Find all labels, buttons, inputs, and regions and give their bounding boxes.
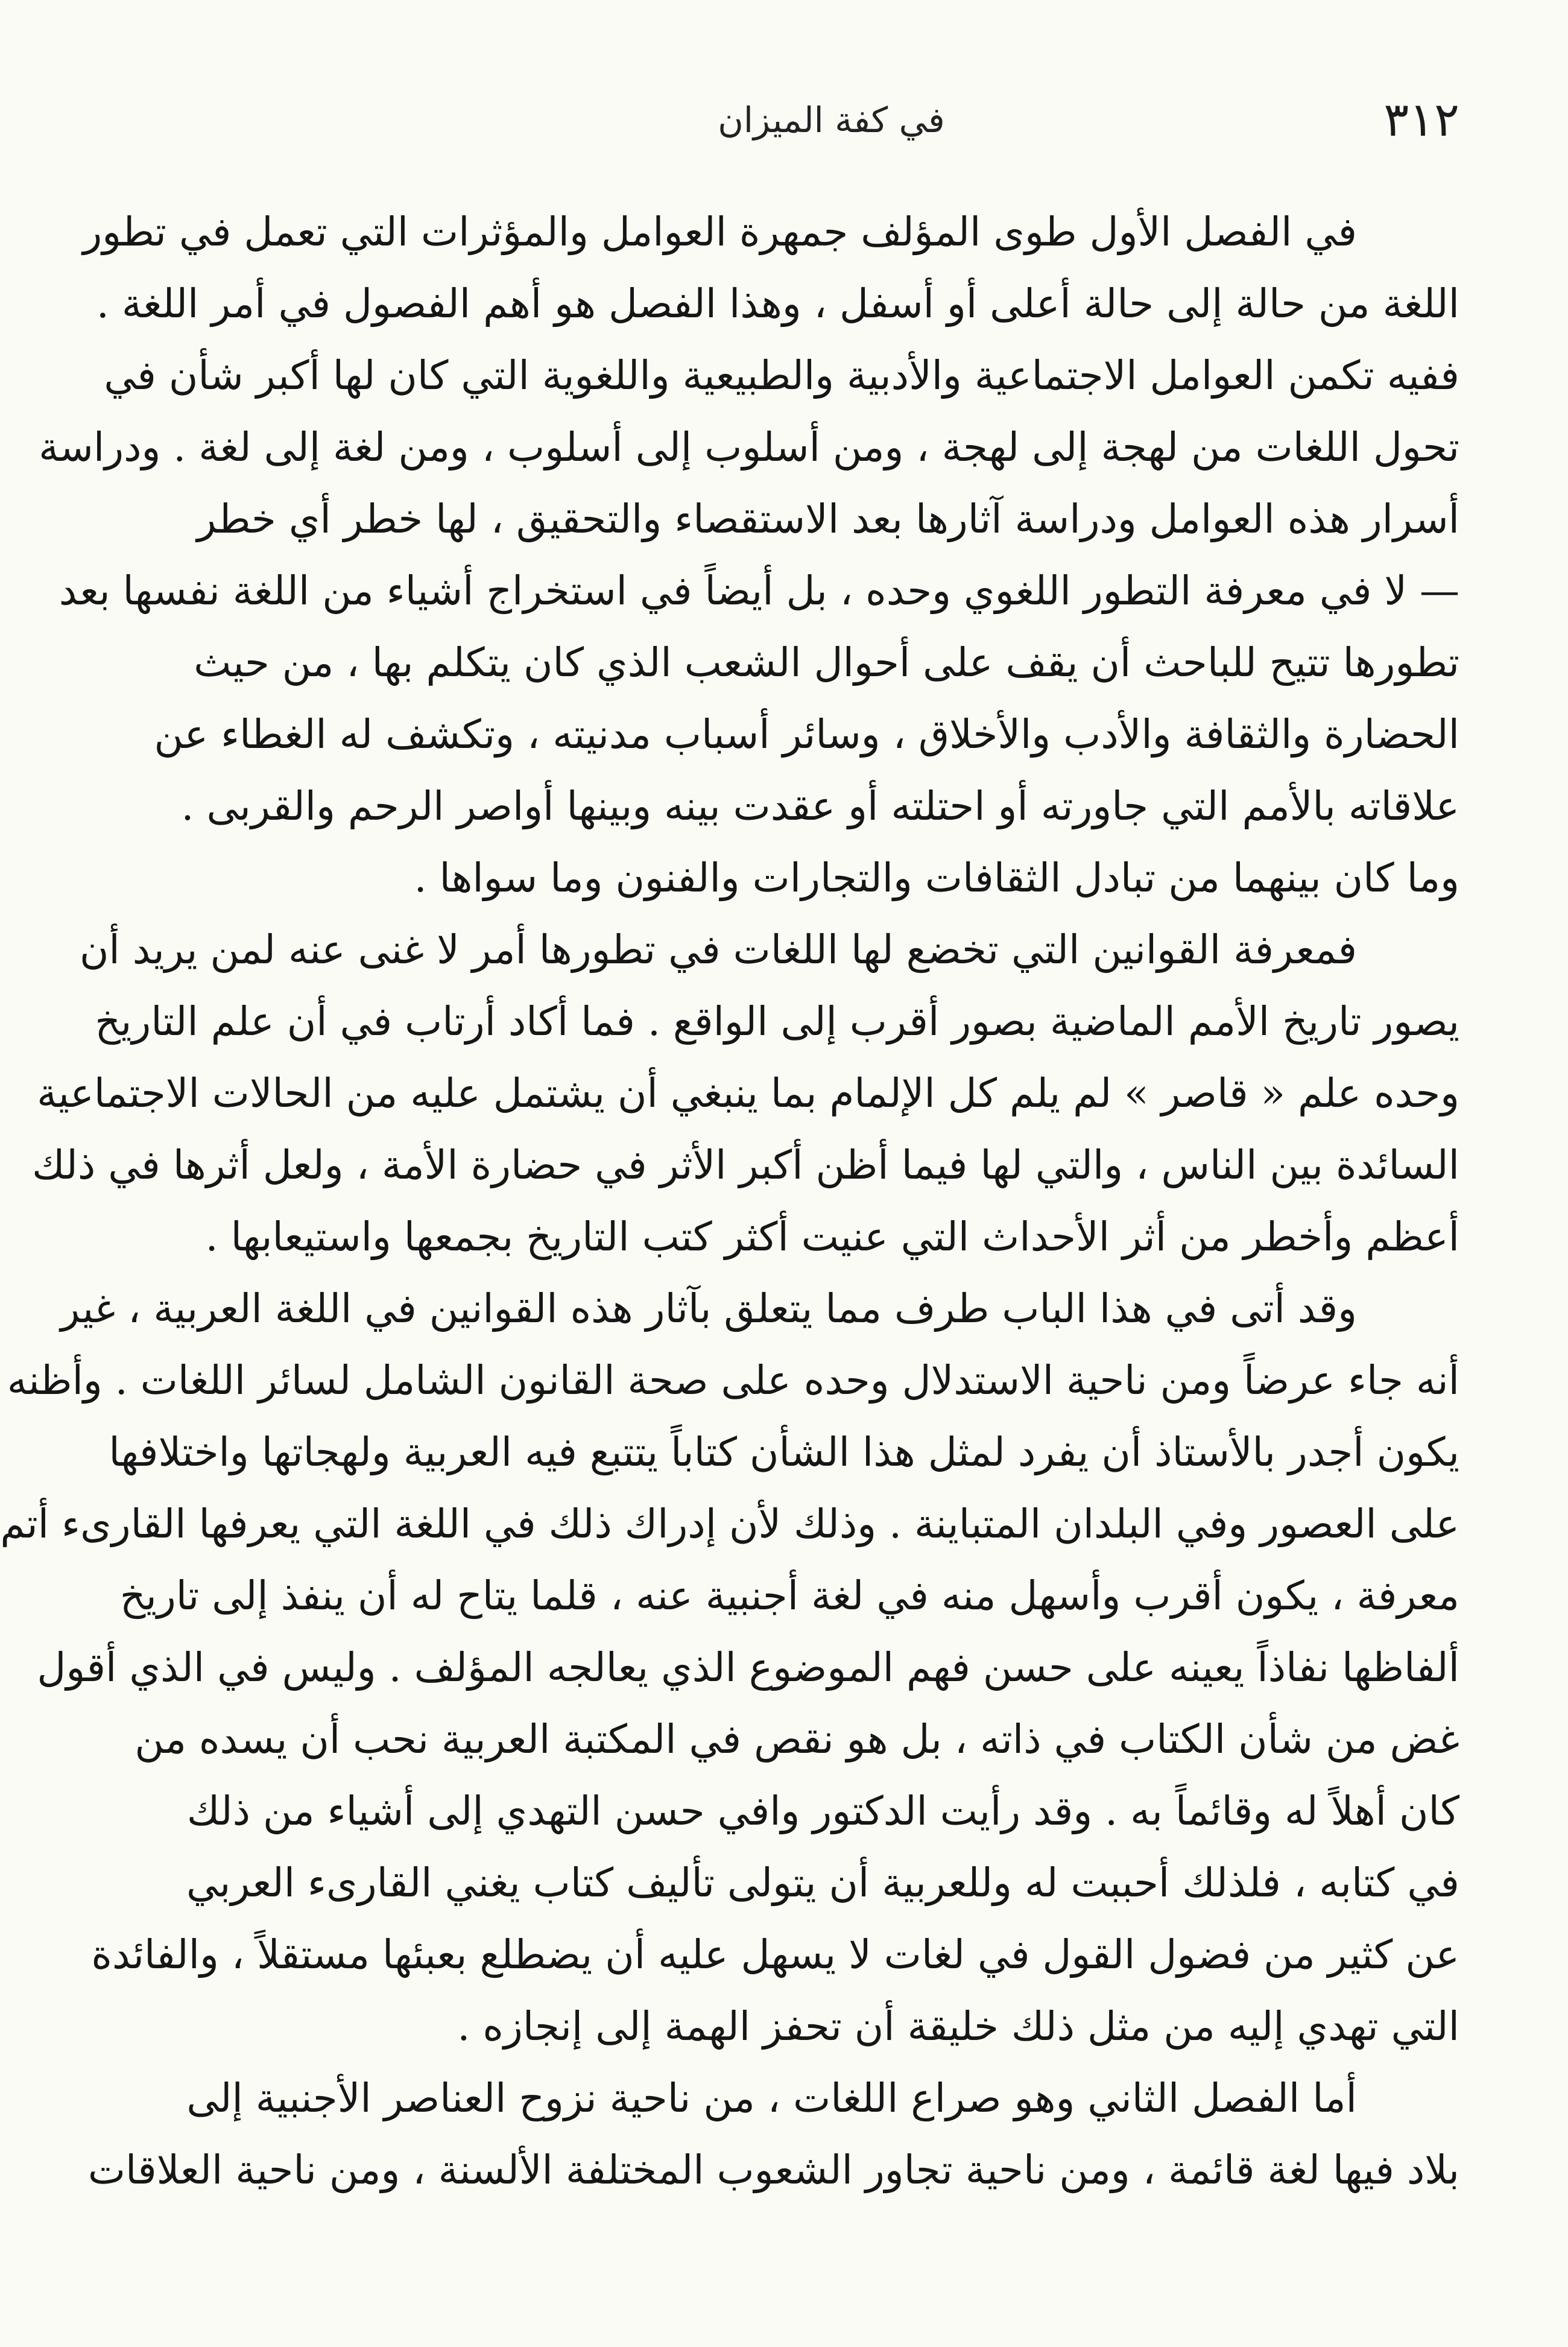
text-line: عن كثير من فضول القول في لغات لا يسهل عليه أن يضطلع بعبئها مستقلاً ، والفائدة	[91, 1931, 1459, 1978]
text-line: علاقاته بالأمم التي جاورته أو احتلته أو عقدت بينه وبينها أواصر الرحم والقربى .	[181, 783, 1459, 829]
page-number: ٣١٢	[1383, 93, 1459, 147]
text-line: غض من شأن الكتاب في ذاته ، بل هو نقص في المكتبة العربية نحب أن يسده من	[134, 1716, 1459, 1763]
text-line: فمعرفة القوانين التي تخضع لها اللغات في تطورها أمر لا غنى عنه لمن يريد أن	[79, 926, 1357, 973]
text-line: بلاد فيها لغة قائمة ، ومن ناحية تجاور الشعوب المختلفة الألسنة ، ومن ناحية العلاقات	[87, 2147, 1459, 2193]
text-line: في الفصل الأول طوى المؤلف جمهرة العوامل والمؤثرات التي تعمل في تطور	[83, 209, 1357, 255]
text-line: على العصور وفي البلدان المتباينة . وذلك لأن إدراك ذلك في اللغة التي يعرفها القارىء أتم	[0, 1501, 1459, 1547]
text-line: التي تهدي إليه من مثل ذلك خليقة أن تحفز الهمة إلى إنجازه .	[457, 2003, 1459, 2050]
text-line: يصور تاريخ الأمم الماضية بصور أقرب إلى الواقع . فما أكاد أرتاب في أن علم التاريخ	[95, 998, 1459, 1045]
text-line: أما الفصل الثاني وهو صراع اللغات ، من ناحية نزوح العناصر الأجنبية إلى	[186, 2075, 1357, 2121]
running-head	[203, 93, 1459, 163]
text-line: وقد أتى في هذا الباب طرف مما يتعلق بآثار هذه القوانين في اللغة العربية ، غير	[60, 1285, 1357, 1332]
text-line: ففيه تكمن العوامل الاجتماعية والأدبية والطبيعية واللغوية التي كان لها أكبر شأن في	[104, 352, 1459, 399]
text-line: في كتابه ، فلذلك أحببت له وللعربية أن يتولى تأليف كتاب يغني القارىء العربي	[186, 1860, 1459, 1906]
text-line: وحده علم « قاصر » لم يلم كل الإلمام بما ينبغي أن يشتمل عليه من الحالات الاجتماعية	[37, 1070, 1459, 1116]
text-line: السائدة بين الناس ، والتي لها فيما أظن أكبر الأثر في حضارة الأمة ، ولعل أثرها في ذلك	[32, 1142, 1459, 1188]
running-title: في كفة الميزان	[718, 100, 945, 141]
text-line: الحضارة والثقافة والأدب والأخلاق ، وسائر أسباب مدنيته ، وتكشف له الغطاء عن	[154, 711, 1459, 758]
text-line: يكون أجدر بالأستاذ أن يفرد لمثل هذا الشأن كتاباً يتتبع فيه العربية ولهجاتها واختلافها	[109, 1429, 1459, 1475]
text-line: أسرار هذه العوامل ودراسة آثارها بعد الاستقصاء والتحقيق ، لها خطر أي خطر	[197, 496, 1459, 542]
text-line: — لا في معرفة التطور اللغوي وحده ، بل أيضاً في استخراج أشياء من اللغة نفسها بعد	[58, 568, 1459, 614]
text-line: اللغة من حالة إلى حالة أعلى أو أسفل ، وهذا الفصل هو أهم الفصول في أمر اللغة .	[96, 280, 1459, 327]
text-line: وما كان بينهما من تبادل الثقافات والتجارات والفنون وما سواها .	[414, 855, 1459, 901]
text-line: ألفاظها نفاذاً يعينه على حسن فهم الموضوع الذي يعالجه المؤلف . وليس في الذي أقول	[37, 1644, 1459, 1691]
text-line: تطورها تتيح للباحث أن يقف على أحوال الشعب الذي كان يتكلم بها ، من حيث	[194, 639, 1459, 686]
text-line: معرفة ، يكون أقرب وأسهل منه في لغة أجنبية عنه ، قلما يتاح له أن ينفذ إلى تاريخ	[119, 1573, 1459, 1619]
text-line: تحول اللغات من لهجة إلى لهجة ، ومن أسلوب إلى أسلوب ، ومن لغة إلى لغة . ودراسة	[39, 424, 1459, 470]
text-line: أعظم وأخطر من أثر الأحداث التي عنيت أكثر كتب التاريخ بجمعها واستيعابها .	[205, 1214, 1459, 1260]
text-line: أنه جاء عرضاً ومن ناحية الاستدلال وحده على صحة القانون الشامل لسائر اللغات . وأظنه	[7, 1357, 1459, 1404]
text-line: كان أهلاً له وقائماً به . وقد رأيت الدكتور وافي حسن التهدي إلى أشياء من ذلك	[186, 1788, 1459, 1834]
body-text	[0, 196, 1459, 2206]
